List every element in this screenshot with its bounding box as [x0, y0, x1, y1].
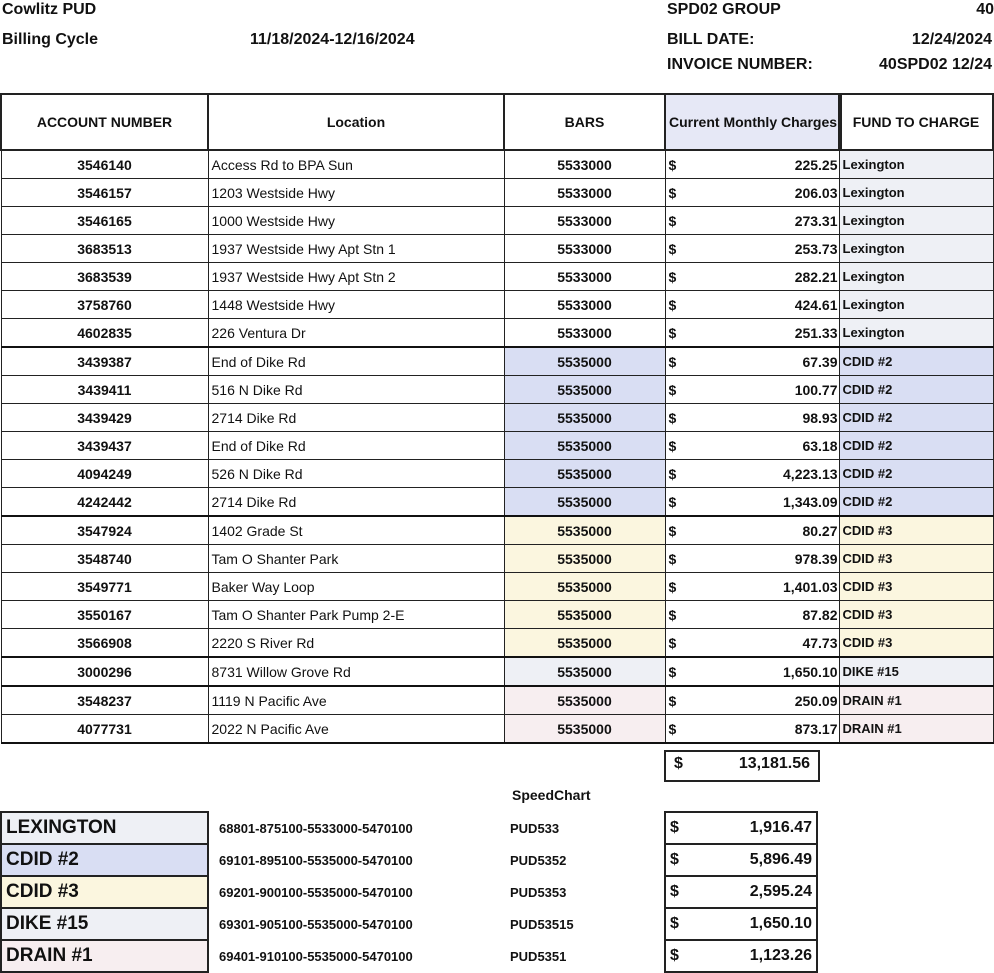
- bars-code: 5533000: [504, 150, 665, 179]
- location: Baker Way Loop: [208, 573, 504, 601]
- fund-row: [839, 347, 993, 376]
- account-number: 3546157: [1, 179, 208, 207]
- charge-amount: 273.31: [695, 207, 841, 235]
- charge-amount: 250.09: [695, 686, 841, 715]
- charge-amount: 873.17: [695, 715, 841, 744]
- table-row: [1, 404, 841, 432]
- summary-account-string: 69401-910100-5535000-5470100: [219, 948, 413, 964]
- fund-to-charge: Lexington: [839, 263, 993, 291]
- charge-amount: 253.73: [695, 235, 841, 263]
- group-value: 40: [976, 1, 994, 18]
- table-row: [1, 347, 841, 376]
- charge-amount: 63.18: [695, 432, 841, 460]
- fund-to-charge: CDID #2: [839, 488, 993, 517]
- charge-amount: 206.03: [695, 179, 841, 207]
- table-row: [1, 573, 841, 601]
- table-row: [1, 629, 841, 658]
- fund-row: [839, 516, 993, 545]
- summary-speedchart: PUD533: [510, 820, 560, 836]
- account-number: 3000296: [1, 657, 208, 686]
- fund-to-charge: CDID #2: [839, 347, 993, 376]
- fund-to-charge: DRAIN #1: [839, 715, 993, 744]
- bars-code: 5535000: [504, 404, 665, 432]
- currency-symbol: $: [665, 573, 695, 601]
- total-amount: 13,181.56: [738, 755, 810, 772]
- summary-account-string: 69201-900100-5535000-5470100: [219, 884, 413, 900]
- invoice-number-label: INVOICE NUMBER:: [667, 56, 813, 73]
- fund-to-charge: Lexington: [839, 207, 993, 235]
- account-number: 3439429: [1, 404, 208, 432]
- table-header-row: [1, 94, 841, 150]
- summary-speedchart: PUD5351: [510, 948, 567, 964]
- summary-amount: 1,123.26: [695, 940, 817, 972]
- col-fund-to-charge: FUND TO CHARGE: [839, 94, 993, 150]
- charge-amount: 978.39: [695, 545, 841, 573]
- table-row: [1, 545, 841, 573]
- fund-row: [839, 460, 993, 488]
- charge-amount: 1,343.09: [695, 488, 841, 517]
- col-account-number: ACCOUNT NUMBER: [1, 94, 208, 150]
- summary-account-string: 69301-905100-5535000-5470100: [219, 916, 413, 932]
- account-number: 3547924: [1, 516, 208, 545]
- fund-row: [839, 150, 993, 179]
- fund-row: [839, 715, 993, 744]
- charge-amount: 47.73: [695, 629, 841, 658]
- bars-code: 5535000: [504, 432, 665, 460]
- summary-row: [1, 876, 817, 908]
- account-number: 4242442: [1, 488, 208, 517]
- fund-to-charge: CDID #2: [839, 376, 993, 404]
- account-number: 3758760: [1, 291, 208, 319]
- charge-amount: 67.39: [695, 347, 841, 376]
- currency-symbol: $: [665, 432, 695, 460]
- fund-to-charge: CDID #3: [839, 573, 993, 601]
- billing-cycle-label: Billing Cycle: [2, 31, 99, 48]
- total-box: [664, 750, 820, 782]
- col-bars: BARS: [504, 94, 665, 150]
- currency-symbol: $: [665, 545, 695, 573]
- fund-to-charge: Lexington: [839, 179, 993, 207]
- summary-amount: 1,916.47: [695, 812, 817, 844]
- summary-amount: 1,650.10: [695, 908, 817, 940]
- fund-to-charge: CDID #2: [839, 404, 993, 432]
- currency-symbol: $: [665, 876, 695, 908]
- fund-table: [838, 93, 994, 744]
- summary-row: [1, 812, 817, 844]
- account-number: 3546165: [1, 207, 208, 235]
- bars-code: 5535000: [504, 657, 665, 686]
- summary-fund-name: CDID #3: [1, 876, 208, 908]
- currency-symbol: $: [665, 235, 695, 263]
- summary-speedchart: PUD5353: [510, 884, 567, 900]
- fund-row: [839, 179, 993, 207]
- currency-symbol: $: [665, 686, 695, 715]
- account-number: 4602835: [1, 319, 208, 348]
- bars-code: 5533000: [504, 291, 665, 319]
- location: 1937 Westside Hwy Apt Stn 2: [208, 263, 504, 291]
- bars-code: 5535000: [504, 545, 665, 573]
- bars-code: 5535000: [504, 460, 665, 488]
- fund-to-charge: CDID #3: [839, 545, 993, 573]
- fund-to-charge: DIKE #15: [839, 657, 993, 686]
- account-number: 3439411: [1, 376, 208, 404]
- account-number: 3439387: [1, 347, 208, 376]
- table-row: [1, 376, 841, 404]
- table-row: [1, 291, 841, 319]
- fund-row: [839, 207, 993, 235]
- fund-row: [839, 376, 993, 404]
- summary-row: [1, 940, 817, 972]
- bars-code: 5533000: [504, 235, 665, 263]
- fund-row: [839, 573, 993, 601]
- bars-code: 5535000: [504, 488, 665, 517]
- location: End of Dike Rd: [208, 347, 504, 376]
- speedchart-label: SpeedChart: [512, 787, 591, 803]
- currency-symbol: $: [665, 908, 695, 940]
- table-row: [1, 179, 841, 207]
- account-number: 3546140: [1, 150, 208, 179]
- account-number: 3683539: [1, 263, 208, 291]
- fund-row: [839, 686, 993, 715]
- location: 1402 Grade St: [208, 516, 504, 545]
- fund-row: [839, 432, 993, 460]
- location: 8731 Willow Grove Rd: [208, 657, 504, 686]
- charge-amount: 4,223.13: [695, 460, 841, 488]
- location: 2714 Dike Rd: [208, 404, 504, 432]
- charge-amount: 1,650.10: [695, 657, 841, 686]
- bars-code: 5533000: [504, 319, 665, 348]
- fund-row: [839, 404, 993, 432]
- summary-fund-name: DIKE #15: [1, 908, 208, 940]
- account-number: 3683513: [1, 235, 208, 263]
- summary-row: [1, 844, 817, 876]
- table-row: [1, 686, 841, 715]
- invoice-number-value: 40SPD02 12/24: [879, 56, 992, 73]
- summary-row: [1, 908, 817, 940]
- col-location: Location: [208, 94, 504, 150]
- charge-amount: 225.25: [695, 150, 841, 179]
- currency-symbol: $: [665, 940, 695, 972]
- summary-account-string: 68801-875100-5533000-5470100: [219, 820, 413, 836]
- account-number: 4094249: [1, 460, 208, 488]
- bars-code: 5535000: [504, 573, 665, 601]
- fund-to-charge: Lexington: [839, 150, 993, 179]
- account-number: 3439437: [1, 432, 208, 460]
- location: 2220 S River Rd: [208, 629, 504, 658]
- bars-code: 5535000: [504, 715, 665, 744]
- location: 1203 Westside Hwy: [208, 179, 504, 207]
- currency-symbol: $: [665, 844, 695, 876]
- fund-row: [839, 601, 993, 629]
- fund-to-charge: Lexington: [839, 319, 993, 348]
- currency-symbol: $: [665, 404, 695, 432]
- fund-to-charge: DRAIN #1: [839, 686, 993, 715]
- bars-code: 5535000: [504, 516, 665, 545]
- fund-to-charge: CDID #3: [839, 601, 993, 629]
- bars-code: 5535000: [504, 629, 665, 658]
- currency-symbol: $: [665, 347, 695, 376]
- location: 2022 N Pacific Ave: [208, 715, 504, 744]
- bars-code: 5533000: [504, 179, 665, 207]
- currency-symbol: $: [665, 150, 695, 179]
- location: 526 N Dike Rd: [208, 460, 504, 488]
- summary-speedchart: PUD5352: [510, 852, 567, 868]
- summary-fund-name: LEXINGTON: [1, 812, 208, 844]
- account-number: 4077731: [1, 715, 208, 744]
- bars-code: 5533000: [504, 207, 665, 235]
- fund-to-charge: CDID #2: [839, 432, 993, 460]
- summary-amount: 2,595.24: [695, 876, 817, 908]
- charge-amount: 424.61: [695, 291, 841, 319]
- currency-symbol: $: [665, 657, 695, 686]
- table-row: [1, 488, 841, 517]
- charge-amount: 98.93: [695, 404, 841, 432]
- charge-amount: 1,401.03: [695, 573, 841, 601]
- billing-cycle-value: 11/18/2024-12/16/2024: [250, 31, 415, 48]
- fund-row: [839, 488, 993, 517]
- charge-amount: 87.82: [695, 601, 841, 629]
- currency-symbol: $: [665, 291, 695, 319]
- charges-table: [0, 93, 842, 744]
- bill-date-label: BILL DATE:: [667, 31, 755, 48]
- summary-table: [0, 811, 818, 973]
- currency-symbol: $: [665, 319, 695, 348]
- fund-row: [839, 263, 993, 291]
- table-row: [1, 207, 841, 235]
- currency-symbol: $: [665, 263, 695, 291]
- group-label: SPD02 GROUP: [667, 1, 781, 18]
- bars-code: 5533000: [504, 263, 665, 291]
- table-row: [1, 657, 841, 686]
- charge-amount: 282.21: [695, 263, 841, 291]
- charge-amount: 251.33: [695, 319, 841, 348]
- charge-amount: 80.27: [695, 516, 841, 545]
- currency-symbol: $: [665, 179, 695, 207]
- location: 1000 Westside Hwy: [208, 207, 504, 235]
- location: End of Dike Rd: [208, 432, 504, 460]
- location: 516 N Dike Rd: [208, 376, 504, 404]
- summary-speedchart: PUD53515: [510, 916, 574, 932]
- fund-to-charge: CDID #2: [839, 460, 993, 488]
- account-number: 3549771: [1, 573, 208, 601]
- currency-symbol: $: [665, 376, 695, 404]
- location: Tam O Shanter Park Pump 2-E: [208, 601, 504, 629]
- currency-symbol: $: [665, 488, 695, 517]
- total-currency: $: [674, 755, 683, 772]
- bars-code: 5535000: [504, 376, 665, 404]
- table-row: [1, 715, 841, 744]
- account-number: 3548237: [1, 686, 208, 715]
- currency-symbol: $: [665, 516, 695, 545]
- fund-row: [839, 319, 993, 348]
- account-number: 3548740: [1, 545, 208, 573]
- table-row: [1, 235, 841, 263]
- table-row: [1, 432, 841, 460]
- bars-code: 5535000: [504, 347, 665, 376]
- table-row: [1, 516, 841, 545]
- fund-to-charge: CDID #3: [839, 516, 993, 545]
- location: 226 Ventura Dr: [208, 319, 504, 348]
- currency-symbol: $: [665, 460, 695, 488]
- currency-symbol: $: [665, 601, 695, 629]
- col-current-monthly-charges: Current Monthly Charges: [665, 94, 841, 150]
- location: Access Rd to BPA Sun: [208, 150, 504, 179]
- table-row: [1, 460, 841, 488]
- currency-symbol: $: [665, 207, 695, 235]
- bars-code: 5535000: [504, 686, 665, 715]
- fund-to-charge: CDID #3: [839, 629, 993, 658]
- table-row: [1, 319, 841, 348]
- bill-date-value: 12/24/2024: [911, 31, 992, 48]
- currency-symbol: $: [665, 812, 695, 844]
- fund-row: [839, 629, 993, 658]
- location: 1119 N Pacific Ave: [208, 686, 504, 715]
- summary-account-string: 69101-895100-5535000-5470100: [219, 852, 413, 868]
- currency-symbol: $: [665, 629, 695, 658]
- fund-row: [839, 291, 993, 319]
- location: 2714 Dike Rd: [208, 488, 504, 517]
- company-name: Cowlitz PUD: [2, 1, 97, 18]
- summary-fund-name: DRAIN #1: [1, 940, 208, 972]
- bars-code: 5535000: [504, 601, 665, 629]
- location: Tam O Shanter Park: [208, 545, 504, 573]
- currency-symbol: $: [665, 715, 695, 744]
- table-row: [1, 263, 841, 291]
- fund-row: [839, 657, 993, 686]
- summary-fund-name: CDID #2: [1, 844, 208, 876]
- account-number: 3550167: [1, 601, 208, 629]
- fund-row: [839, 545, 993, 573]
- account-number: 3566908: [1, 629, 208, 658]
- summary-amount: 5,896.49: [695, 844, 817, 876]
- fund-to-charge: Lexington: [839, 291, 993, 319]
- fund-row: [839, 235, 993, 263]
- charge-amount: 100.77: [695, 376, 841, 404]
- fund-to-charge: Lexington: [839, 235, 993, 263]
- location: 1448 Westside Hwy: [208, 291, 504, 319]
- table-row: [1, 601, 841, 629]
- table-row: [1, 150, 841, 179]
- location: 1937 Westside Hwy Apt Stn 1: [208, 235, 504, 263]
